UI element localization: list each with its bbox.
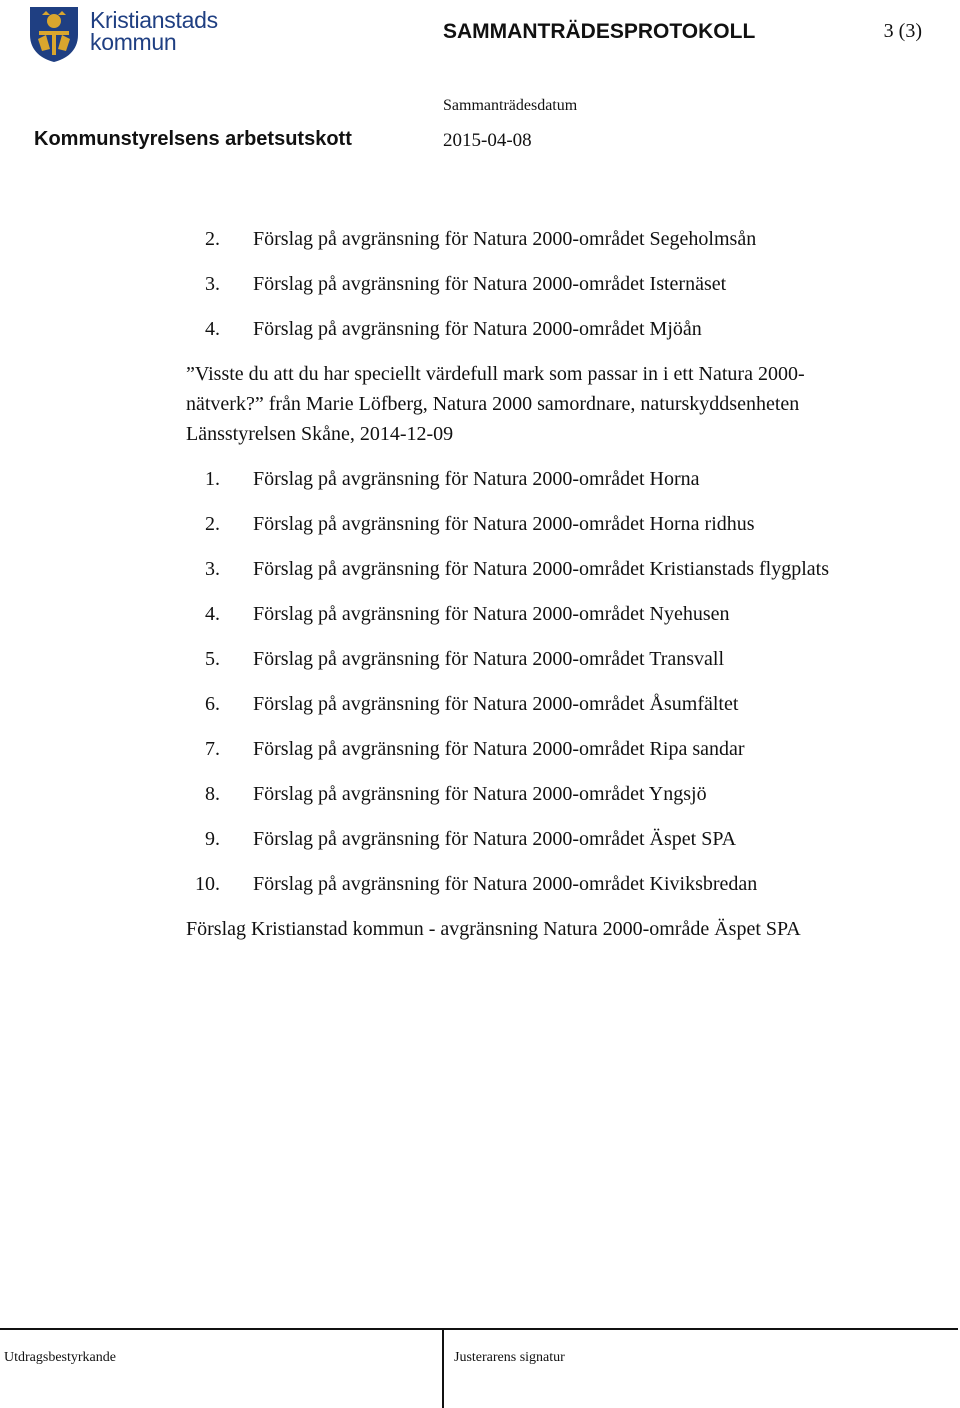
list-item bbox=[186, 314, 846, 344]
logo-line-2: kommun bbox=[90, 29, 177, 55]
kommun-logo bbox=[28, 5, 228, 65]
meeting-date-label: Sammanträdesdatum bbox=[443, 97, 578, 114]
list-item bbox=[186, 464, 846, 494]
logo-wordmark bbox=[90, 9, 218, 53]
list-text: Förslag på avgränsning för Natura 2000-området Segeholmsån bbox=[253, 228, 757, 250]
footer-adjuster-signature: Justerarens signatur bbox=[454, 1350, 565, 1365]
list-number: 3. bbox=[205, 273, 220, 295]
list-item bbox=[186, 554, 846, 584]
list-number: 6. bbox=[205, 693, 220, 715]
document-title: SAMMANTRÄDESPROTOKOLL bbox=[443, 20, 756, 43]
logo-line-1: Kristianstads bbox=[90, 7, 218, 33]
list-text: Förslag på avgränsning för Natura 2000-området Horna ridhus bbox=[253, 513, 755, 535]
list-number: 7. bbox=[205, 738, 220, 760]
page-number: 3 (3) bbox=[883, 20, 922, 42]
list-number: 2. bbox=[205, 513, 220, 535]
list-text: Förslag på avgränsning för Natura 2000-området Ripa sandar bbox=[253, 738, 745, 760]
committee-name: Kommunstyrelsens arbetsutskott bbox=[34, 128, 352, 150]
list-number: 1. bbox=[205, 468, 220, 490]
list-item bbox=[186, 509, 846, 539]
list-item bbox=[186, 869, 846, 899]
source-paragraph: ”Visste du att du har speciellt värdefull mark som passar in i ett Natura 2000-nätverk?” från Marie Löfberg, Natura 2000 samordnare, naturskyddsenheten Länsstyrelsen Skåne, 2014-12-09 bbox=[186, 363, 805, 445]
coat-of-arms-icon bbox=[28, 5, 80, 63]
footer-divider bbox=[0, 1328, 958, 1330]
list-number: 4. bbox=[205, 318, 220, 340]
list-item bbox=[186, 779, 846, 809]
list-number: 4. bbox=[205, 603, 220, 625]
list-number: 3. bbox=[205, 558, 220, 580]
proposal-paragraph: Förslag Kristianstad kommun - avgränsning Natura 2000-område Äspet SPA bbox=[186, 918, 801, 940]
list-item bbox=[186, 689, 846, 719]
list-text: Förslag på avgränsning för Natura 2000-området Horna bbox=[253, 468, 700, 490]
list-text: Förslag på avgränsning för Natura 2000-området Mjöån bbox=[253, 318, 702, 340]
list-number: 2. bbox=[205, 228, 220, 250]
meeting-date: 2015-04-08 bbox=[443, 130, 532, 151]
document-body bbox=[186, 224, 846, 959]
list-text: Förslag på avgränsning för Natura 2000-området Åsumfältet bbox=[253, 693, 739, 715]
footer-column-divider bbox=[442, 1328, 444, 1408]
footer-extract-certification: Utdragsbestyrkande bbox=[4, 1350, 116, 1365]
list-text: Förslag på avgränsning för Natura 2000-området Äspet SPA bbox=[253, 828, 737, 850]
list-item bbox=[186, 734, 846, 764]
list-text: Förslag på avgränsning för Natura 2000-området Kristianstads flygplats bbox=[253, 558, 829, 580]
list-item bbox=[186, 644, 846, 674]
list-item bbox=[186, 824, 846, 854]
list-number: 9. bbox=[205, 828, 220, 850]
list-text: Förslag på avgränsning för Natura 2000-området Transvall bbox=[253, 648, 725, 670]
list-number: 5. bbox=[205, 648, 220, 670]
list-item bbox=[186, 224, 846, 254]
list-number: 8. bbox=[205, 783, 220, 805]
list-text: Förslag på avgränsning för Natura 2000-området Kiviksbredan bbox=[253, 873, 758, 895]
list-number: 10. bbox=[195, 873, 220, 895]
list-item bbox=[186, 269, 846, 299]
list-text: Förslag på avgränsning för Natura 2000-området Yngsjö bbox=[253, 783, 707, 805]
list-item bbox=[186, 599, 846, 629]
list-text: Förslag på avgränsning för Natura 2000-området Nyehusen bbox=[253, 603, 730, 625]
list-text: Förslag på avgränsning för Natura 2000-området Isternäset bbox=[253, 273, 727, 295]
